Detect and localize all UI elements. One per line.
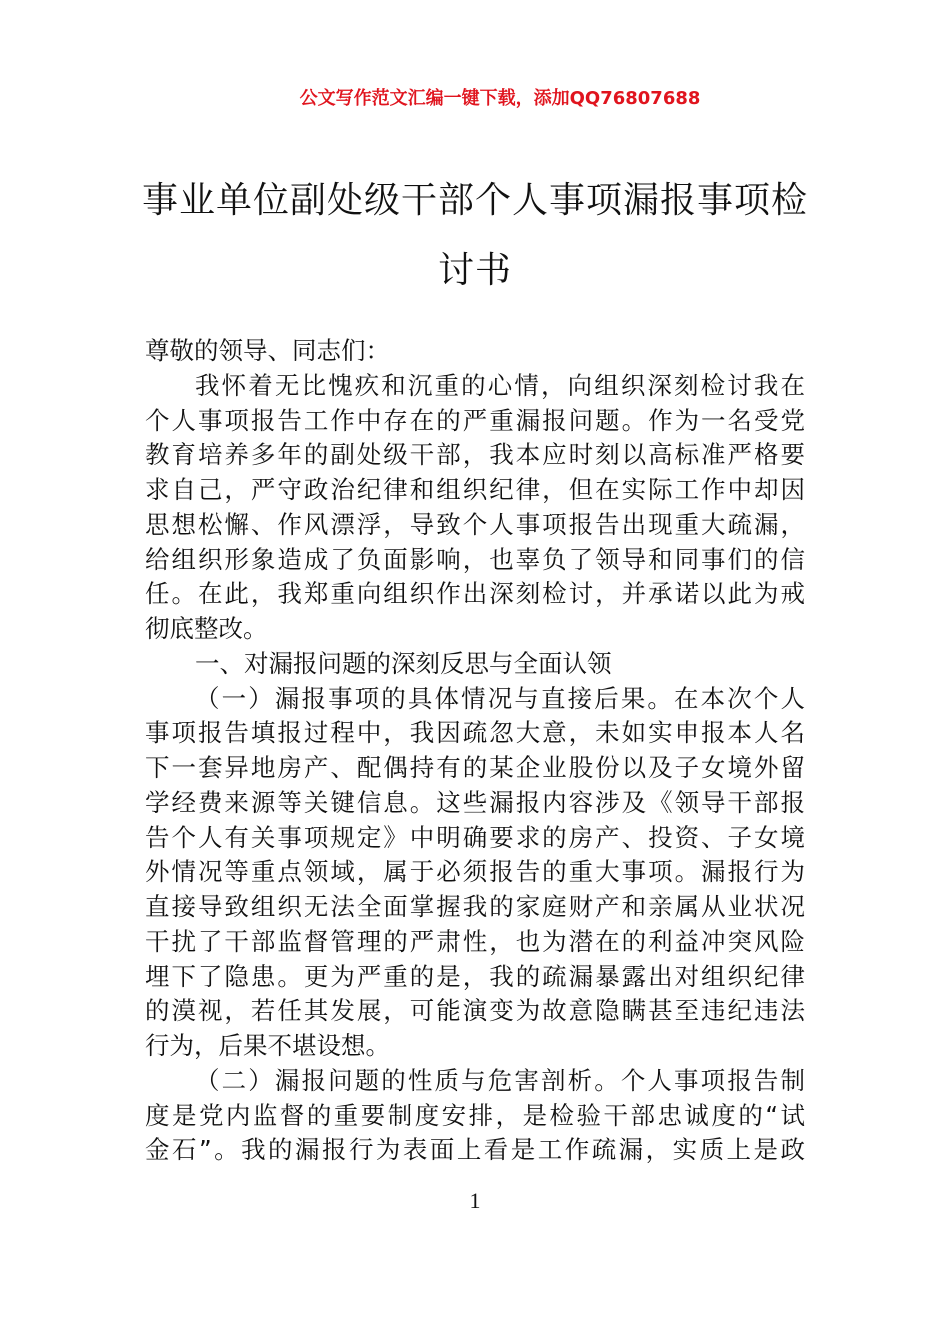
text-line: （二）漏报问题的性质与危害剖析。个人事项报告制 — [195, 1065, 805, 1095]
text-line: 教育培养多年的副处级干部，我本应时刻以高标准严格要 — [145, 440, 805, 470]
text-line: 行为，后果不堪设想。 — [145, 1031, 390, 1060]
page-number: 1 — [469, 1188, 481, 1213]
document-body — [145, 334, 805, 1168]
text-line: 学经费来源等关键信息。这些漏报内容涉及《领导干部报 — [145, 787, 805, 817]
text-line: （一）漏报事项的具体情况与直接后果。在本次个人 — [195, 683, 805, 713]
text-line: 干扰了干部监督管理的严肃性，也为潜在的利益冲突风险 — [145, 926, 805, 956]
text-line: 度是党内监督的重要制度安排，是检验干部忠诚度的“试 — [145, 1100, 805, 1130]
text-line: 外情况等重点领域，属于必须报告的重大事项。漏报行为 — [145, 857, 805, 887]
text-line: 的漠视，若任其发展，可能演变为故意隐瞒甚至违纪违法 — [145, 996, 805, 1026]
text-line: 任。在此，我郑重向组织作出深刻检讨，并承诺以此为戒 — [145, 579, 805, 609]
download-banner: 公文写作范文汇编一键下载，添加QQ76807688 — [299, 88, 701, 109]
text-line: 事项报告填报过程中，我因疏忽大意，未如实申报本人名 — [145, 718, 805, 748]
text-line: 个人事项报告工作中存在的严重漏报问题。作为一名受党 — [145, 405, 805, 435]
text-line: 直接导致组织无法全面掌握我的家庭财产和亲属从业状况 — [145, 892, 805, 921]
text-line: 给组织形象造成了负面影响，也辜负了领导和同事们的信 — [145, 544, 805, 574]
text-line: 埋下了隐患。更为严重的是，我的疏漏暴露出对组织纪律 — [145, 961, 805, 991]
text-line: 告个人有关事项规定》中明确要求的房产、投资、子女境 — [145, 822, 805, 852]
document-title-line-1: 事业单位副处级干部个人事项漏报事项检 — [141, 180, 808, 221]
text-line: 下一套异地房产、配偶持有的某企业股份以及子女境外留 — [145, 753, 805, 782]
text-line: 思想松懈、作风漂浮，导致个人事项报告出现重大疏漏， — [145, 509, 805, 539]
text-line: 一、对漏报问题的深刻反思与全面认领 — [195, 648, 612, 678]
text-line: 尊敬的领导、同志们： — [145, 336, 390, 365]
text-line: 金石”。我的漏报行为表面上看是工作疏漏，实质上是政 — [145, 1135, 805, 1165]
text-line: 求自己，严守政治纪律和组织纪律，但在实际工作中却因 — [145, 475, 805, 504]
text-line: 我怀着无比愧疚和沉重的心情，向组织深刻检讨我在 — [195, 370, 805, 400]
document-title-line-2: 讨书 — [437, 250, 512, 291]
text-line: 彻底整改。 — [145, 614, 268, 643]
